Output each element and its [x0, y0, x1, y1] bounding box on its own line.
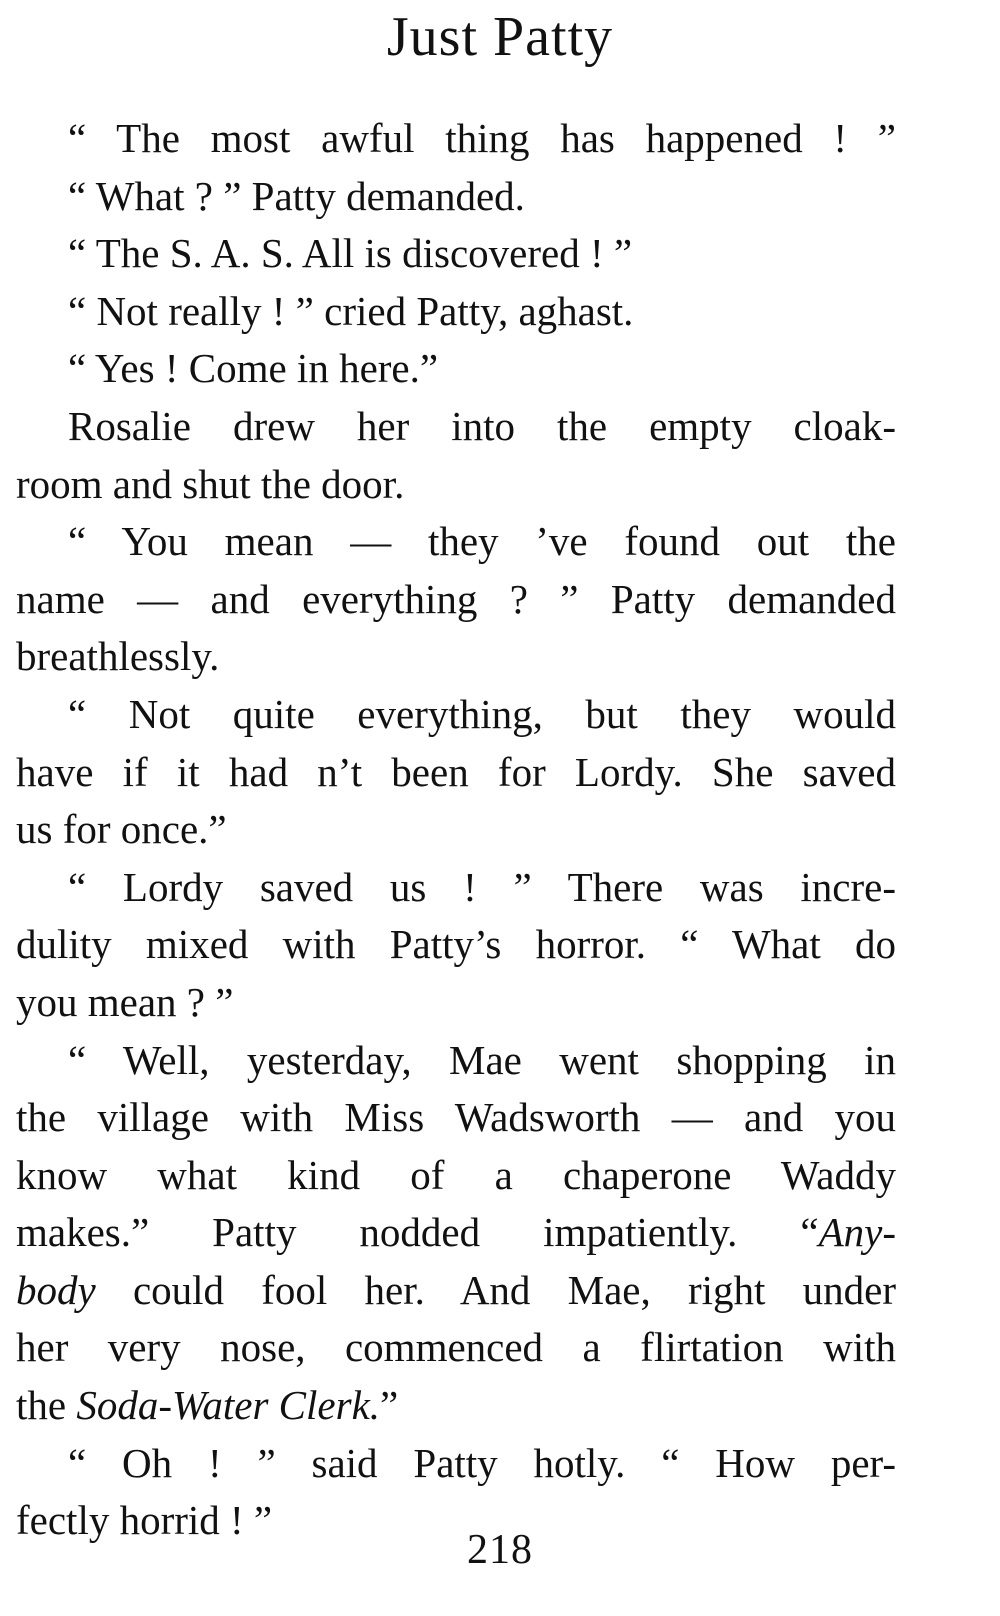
- text-line: “ The S. A. S. All is discovered ! ”: [68, 230, 633, 277]
- text-line: have if it had n’t been for Lordy. She saved: [16, 748, 896, 795]
- text-segment: could fool her. And Mae, right under: [132, 1266, 896, 1313]
- text-line: “ What ? ” Patty demanded.: [68, 172, 525, 219]
- text-segment: makes.” Patty nodded impatiently. “: [16, 1209, 819, 1256]
- text-line: “ Not really ! ” cried Patty, aghast.: [68, 287, 634, 334]
- text-line: “ Well, yesterday, Mae went shopping in: [68, 1036, 896, 1083]
- italic-text: body: [16, 1266, 96, 1313]
- text-segment: the: [16, 1382, 77, 1429]
- text-line: “ Not quite everything, but they would: [68, 690, 896, 737]
- text-line: “ The most awful thing has happened ! ”: [68, 115, 896, 161]
- text-line: you mean ? ”: [16, 978, 234, 1025]
- text-line: “ You mean — they ’ve found out the: [68, 518, 896, 565]
- text-line: name — and everything ? ” Patty demanded: [16, 575, 896, 622]
- running-header: Just Patty: [386, 6, 614, 68]
- text-line: breathlessly.: [16, 633, 220, 680]
- text-line: the village with Miss Wadsworth — and you: [16, 1094, 896, 1141]
- text-line: “ Yes ! Come in here.”: [68, 345, 439, 392]
- italic-text: Soda-Water Clerk.: [76, 1382, 381, 1429]
- text-line: us for once.”: [16, 806, 227, 853]
- text-line: [16, 1377, 896, 1435]
- text-line: [16, 1204, 896, 1262]
- page-body: [16, 110, 896, 1550]
- text-line: dulity mixed with Patty’s horror. “ What do: [16, 921, 896, 968]
- text-line: [16, 1262, 896, 1320]
- text-line: “ Oh ! ” said Patty hotly. “ How per-: [68, 1439, 896, 1486]
- text-line: know what kind of a chaperone Waddy: [16, 1151, 896, 1198]
- text-line: her very nose, commenced a flirtation with: [16, 1324, 896, 1371]
- text-segment: ”: [380, 1382, 399, 1429]
- text-line: Rosalie drew her into the empty cloak-: [68, 402, 896, 449]
- text-line: fectly horrid ! ”: [16, 1497, 273, 1544]
- text-line: “ Lordy saved us ! ” There was incre-: [68, 863, 896, 910]
- italic-text: Any-: [818, 1209, 896, 1256]
- page-number: 218: [467, 1527, 533, 1573]
- text-line: room and shut the door.: [16, 460, 405, 507]
